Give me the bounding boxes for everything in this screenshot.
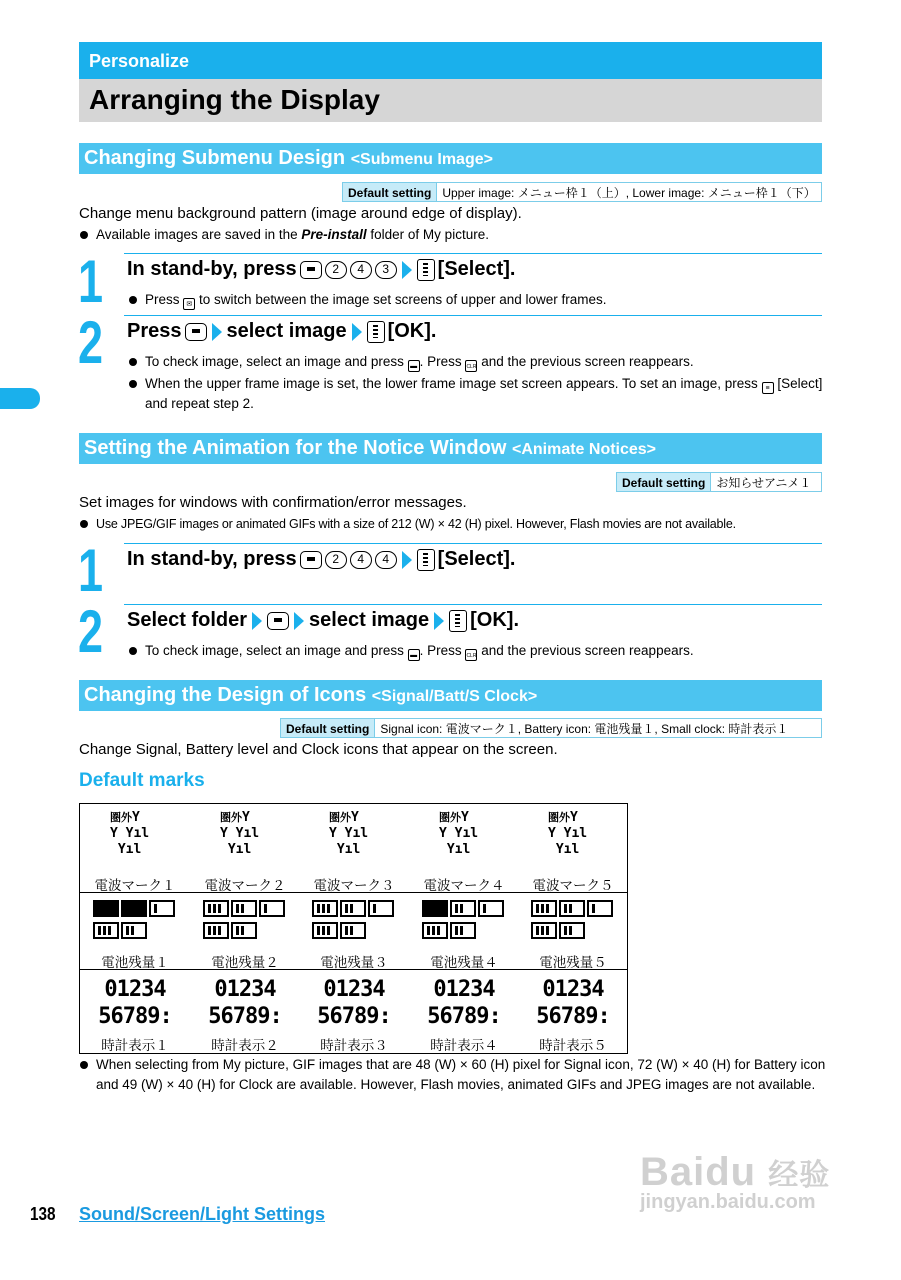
step-number: 2 [78, 598, 104, 665]
bullet [96, 1055, 826, 1095]
clock-digits-line: 01234 [104, 977, 166, 1002]
clock-digits-line: 56789: [427, 1004, 501, 1029]
default-marks-table [79, 803, 628, 1054]
clock-digits-line: 01234 [542, 977, 604, 1002]
bullet-text: [Select] and repeat step 2. [145, 376, 823, 411]
step-text: Select folder [127, 609, 248, 631]
step-instruction [127, 320, 436, 343]
center-key-icon [417, 549, 435, 571]
bullet-text: To check image, select an image and press [145, 354, 404, 369]
default-setting-label: Default setting [281, 719, 375, 737]
clr-key-icon: CLR [465, 649, 477, 661]
step-text: [Select]. [437, 258, 516, 280]
bullet-text: When the upper frame image is set, the lower frame image set screen appears. To set an image, press [145, 376, 758, 391]
clock-icon-sample [190, 976, 300, 1030]
battery-icon [422, 900, 448, 917]
battery-caption: 電池残量４ [430, 955, 498, 970]
signal-out-of-range-label: 圏外 [220, 811, 242, 824]
watermark-brand: du [705, 1150, 757, 1194]
step-text: [Select]. [437, 548, 516, 570]
bullet-text: . Press [419, 643, 462, 658]
center-key-small-icon: ≡ [762, 382, 774, 394]
key-2: 2 [325, 261, 347, 279]
mail-key-icon: ✉ [183, 298, 195, 310]
page-title: Arranging the Display [89, 84, 380, 115]
default-setting-value: Upper image: メニュー枠１（上）, Lower image: メニュー枠１（下） [442, 186, 816, 200]
step-instruction [127, 609, 519, 632]
section-heading-icons [79, 680, 822, 711]
key-4: 4 [350, 551, 372, 569]
signal-caption: 電波マーク３ [313, 878, 395, 893]
battery-icon [121, 900, 147, 917]
battery-icon [340, 900, 366, 917]
battery-icon-sample [190, 900, 300, 944]
default-setting-box [342, 182, 822, 202]
bullet-text: and the previous screen reappears. [481, 354, 694, 369]
title-band [79, 79, 822, 122]
signal-out-of-range-label: 圏外 [329, 811, 351, 824]
bullet-text: To check image, select an image and press [145, 643, 404, 658]
page-number: 138 [30, 1204, 56, 1224]
battery-icon [368, 900, 394, 917]
bullet-emphasis: Pre-install [301, 227, 367, 242]
battery-icon [340, 922, 366, 939]
battery-icon [231, 922, 257, 939]
menu-key-icon [185, 323, 207, 341]
section-title: Changing the Design of Icons [84, 684, 367, 706]
signal-icon-sample: 圏外Y Y Yıl Yıl [329, 810, 369, 857]
bullet-text: folder of My picture. [366, 227, 489, 242]
section-subtitle: <Signal/Batt/S Clock> [371, 688, 538, 705]
bullet [145, 641, 694, 661]
clock-icon-sample [299, 976, 409, 1030]
bullet-text: . Press [419, 354, 462, 369]
arrow-right-icon [352, 323, 362, 341]
bullet-text: Press [145, 292, 180, 307]
default-setting-box [280, 718, 822, 738]
battery-caption: 電池残量１ [101, 955, 169, 970]
arrow-right-icon [252, 612, 262, 630]
signal-icon-sample: 圏外Y Y Yıl Yıl [548, 810, 588, 857]
clock-icon-sample [409, 976, 519, 1030]
signal-out-of-range-label: 圏外 [110, 811, 132, 824]
clock-caption: 時計表示４ [430, 1038, 498, 1053]
key-3: 3 [375, 261, 397, 279]
clock-caption: 時計表示１ [101, 1038, 169, 1053]
clock-digits-line: 56789: [317, 1004, 391, 1029]
battery-icon [312, 922, 338, 939]
step-number: 1 [78, 248, 104, 315]
signal-icon-sample: 圏外Y Y Yıl Yıl [439, 810, 479, 857]
arrow-right-icon [402, 261, 412, 279]
battery-icon [450, 900, 476, 917]
step-divider [124, 604, 822, 605]
key-4: 4 [375, 551, 397, 569]
section-title: Setting the Animation for the Notice Window [84, 437, 507, 459]
bullet [145, 374, 825, 414]
menu-key-icon [300, 551, 322, 569]
step-divider [124, 543, 822, 544]
bullet-text: to switch between the image set screens of upper and lower frames. [199, 292, 607, 307]
center-key-icon [449, 610, 467, 632]
battery-caption: 電池残量５ [539, 955, 607, 970]
clock-caption: 時計表示２ [211, 1038, 279, 1053]
section-intro: Change menu background pattern (image around edge of display). [79, 205, 522, 222]
section-intro: Set images for windows with confirmation/error messages. [79, 494, 467, 511]
step-text: In stand-by, press [127, 548, 297, 570]
menu-key-icon [267, 612, 289, 630]
bullet-text: and the previous screen reappears. [481, 643, 694, 658]
battery-icon [121, 922, 147, 939]
signal-icon-sample: 圏外Y Y Yıl Yıl [110, 810, 150, 857]
battery-caption: 電池残量２ [211, 955, 279, 970]
default-setting-value: お知らせアニメ１ [716, 476, 812, 490]
battery-icon [587, 900, 613, 917]
step-instruction [127, 548, 515, 571]
signal-caption: 電波マーク２ [204, 878, 286, 893]
clock-icon-sample [80, 976, 190, 1030]
arrow-right-icon [212, 323, 222, 341]
clock-icon-sample [518, 976, 628, 1030]
clock-digits-line: 56789: [208, 1004, 282, 1029]
battery-icon [559, 900, 585, 917]
step-text: [OK]. [387, 320, 437, 342]
default-setting-label: Default setting [617, 473, 711, 491]
watermark-brand-cn: 经验 [768, 1159, 831, 1192]
category-band [79, 42, 822, 79]
baidu-watermark [640, 1150, 830, 1214]
center-key-icon [417, 259, 435, 281]
battery-icon [531, 900, 557, 917]
battery-icon [531, 922, 557, 939]
signal-caption: 電波マーク４ [423, 878, 505, 893]
signal-caption: 電波マーク１ [94, 878, 176, 893]
step-text: [OK]. [470, 609, 520, 631]
bullet [145, 352, 694, 372]
center-key-icon [367, 321, 385, 343]
default-setting-box [616, 472, 822, 492]
section-subtitle: <Submenu Image> [350, 151, 493, 168]
battery-icon [203, 922, 229, 939]
key-4: 4 [350, 261, 372, 279]
battery-icon [478, 900, 504, 917]
clock-digits-line: 56789: [98, 1004, 172, 1029]
bullet-text: Use JPEG/GIF images or animated GIFs with a size of 212 (W) × 42 (H) pixel. However, Flash movies are not available. [96, 517, 736, 531]
section-intro: Change Signal, Battery level and Clock icons that appear on the screen. [79, 741, 558, 758]
step-instruction [127, 258, 515, 281]
battery-icon-sample [409, 900, 519, 944]
step-text: In stand-by, press [127, 258, 297, 280]
step-text: Press [127, 320, 182, 342]
clock-digits-line: 56789: [536, 1004, 610, 1029]
section-subtitle: <Animate Notices> [511, 441, 657, 458]
battery-icon [231, 900, 257, 917]
default-marks-heading: Default marks [79, 770, 205, 791]
step-text: select image [226, 320, 347, 342]
battery-icon [259, 900, 285, 917]
key-2: 2 [325, 551, 347, 569]
clock-digits-line: 01234 [433, 977, 495, 1002]
battery-icon [93, 900, 119, 917]
arrow-right-icon [402, 551, 412, 569]
bullet-text: Available images are saved in the [96, 227, 302, 242]
arrow-right-icon [294, 612, 304, 630]
section-heading-submenu [79, 143, 822, 174]
watermark-brand: Bai [640, 1150, 706, 1194]
battery-caption: 電池残量３ [320, 955, 388, 970]
clock-digits-line: 01234 [214, 977, 276, 1002]
step-text: select image [309, 609, 430, 631]
signal-out-of-range-label: 圏外 [439, 811, 461, 824]
bullet [96, 514, 736, 534]
step-number: 1 [78, 537, 104, 604]
bullet [145, 290, 607, 310]
battery-icon-sample [518, 900, 628, 944]
signal-caption: 電波マーク５ [532, 878, 614, 893]
default-setting-value: Signal icon: 電波マーク１, Battery icon: 電池残量１, Small clock: 時計表示１ [380, 722, 789, 736]
battery-icon-sample [299, 900, 409, 944]
battery-icon-sample [80, 900, 190, 944]
menu-key-small-icon: ▬ [408, 649, 420, 661]
default-setting-label: Default setting [343, 183, 437, 201]
bullet-text: When selecting from My picture, GIF images that are 48 (W) × 60 (H) pixel for Signal icon, 72 (W) × 40 (H) for Battery icon and 49 (W) × 40 (H) for Clock are available. However, Flash movies, animated GIFs and JPEG images are not available. [96, 1057, 826, 1092]
step-divider [124, 253, 822, 254]
signal-out-of-range-label: 圏外 [548, 811, 570, 824]
menu-key-icon [300, 261, 322, 279]
clr-key-icon: CLR [465, 360, 477, 372]
arrow-right-icon [434, 612, 444, 630]
step-number: 2 [78, 309, 104, 376]
category-label: Personalize [89, 51, 190, 71]
menu-key-small-icon: ▬ [408, 360, 420, 372]
clock-caption: 時計表示３ [320, 1038, 388, 1053]
battery-icon [93, 922, 119, 939]
bullet [96, 225, 489, 245]
clock-digits-line: 01234 [323, 977, 385, 1002]
step-divider [124, 315, 822, 316]
watermark-url: jingyan.baidu.com [640, 1191, 816, 1213]
battery-icon [203, 900, 229, 917]
battery-icon [149, 900, 175, 917]
section-title: Changing Submenu Design [84, 147, 346, 169]
battery-icon [422, 922, 448, 939]
battery-icon [559, 922, 585, 939]
side-tab [0, 388, 40, 409]
battery-icon [312, 900, 338, 917]
chapter-link[interactable]: Sound/Screen/Light Settings [79, 1204, 326, 1224]
signal-icon-sample: 圏外Y Y Yıl Yıl [220, 810, 260, 857]
clock-caption: 時計表示５ [539, 1038, 607, 1053]
battery-icon [450, 922, 476, 939]
section-heading-animate [79, 433, 822, 464]
